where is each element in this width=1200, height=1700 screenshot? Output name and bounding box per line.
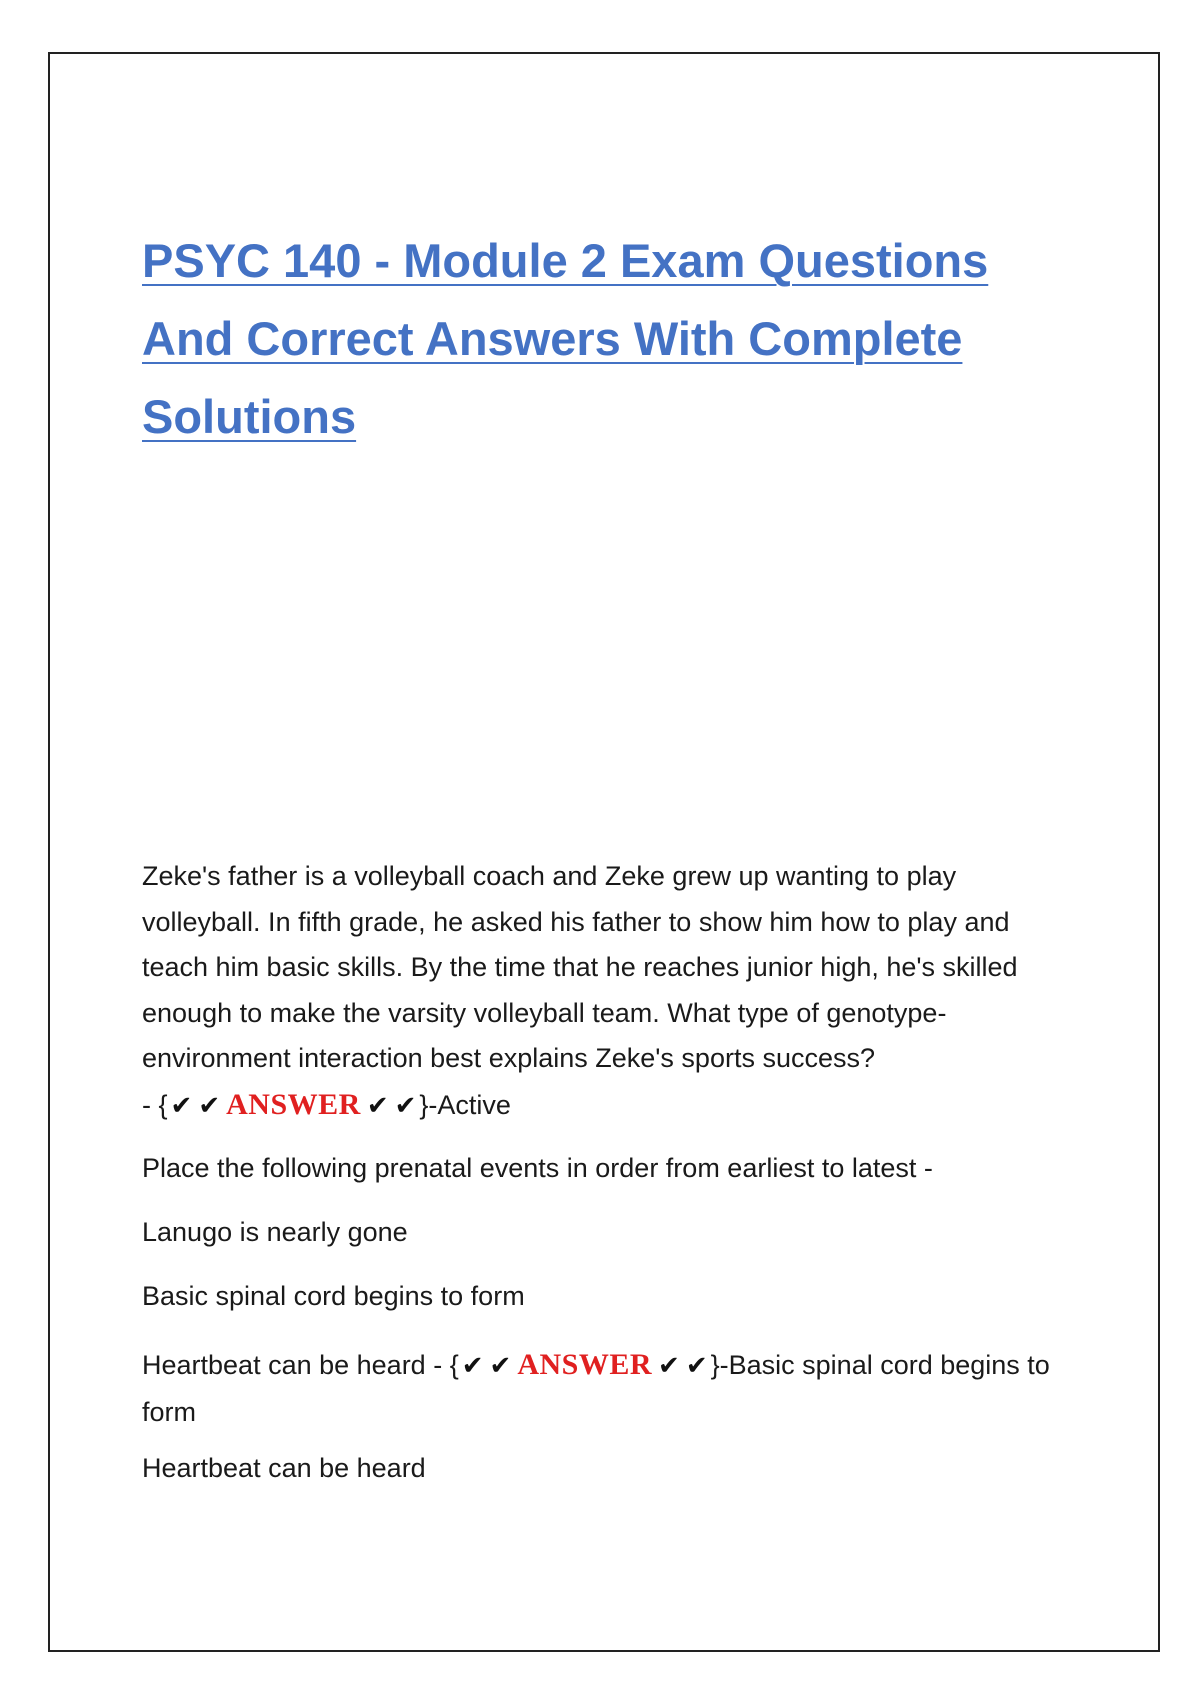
check-icon: ✔ (394, 1090, 417, 1121)
question-2-item: Lanugo is nearly gone (142, 1217, 408, 1247)
answer-open-brace: - { (433, 1350, 459, 1380)
question-1-answer: Active (437, 1089, 511, 1120)
answer-open-brace: - { (142, 1089, 168, 1120)
answer-label: ANSWER (226, 1087, 361, 1121)
question-2-prompt: Place the following prenatal events in order from earliest to latest - (142, 1153, 933, 1183)
check-icon: ✔ (685, 1351, 708, 1381)
check-icon: ✔ (366, 1090, 389, 1121)
check-icon: ✔ (461, 1351, 484, 1381)
answer-close-brace: }- (710, 1350, 729, 1380)
question-2-answer-line (142, 1342, 1072, 1435)
check-icon: ✔ (198, 1090, 221, 1121)
question-2-item: Heartbeat can be heard (142, 1453, 426, 1483)
question-2-item: Basic spinal cord begins to form (142, 1281, 525, 1311)
question-1-answer-line (142, 1082, 1072, 1130)
question-2-item-heartbeat: Heartbeat can be heard (142, 1350, 426, 1380)
answer-close-brace: }- (419, 1089, 438, 1120)
question-1 (142, 854, 1072, 1129)
check-icon: ✔ (489, 1351, 512, 1381)
question-2-answer: Basic spinal cord begins to form (142, 1350, 1050, 1427)
question-1-text: Zeke's father is a volleyball coach and Zeke grew up wanting to play volleyball. In fifth grade, he asked his father to show him how to play and teach him basic skills. By the time that he reaches junior high, he's skilled enough to make the varsity volleyball team. What type of genotype- environment interaction best explains Zeke's sports success? (142, 861, 1018, 1073)
check-icon: ✔ (170, 1090, 193, 1121)
check-icon: ✔ (658, 1351, 680, 1381)
document-title: PSYC 140 - Module 2 Exam Questions And Correct Answers With Complete Solutions (142, 234, 989, 443)
answer-label: ANSWER (517, 1348, 653, 1381)
